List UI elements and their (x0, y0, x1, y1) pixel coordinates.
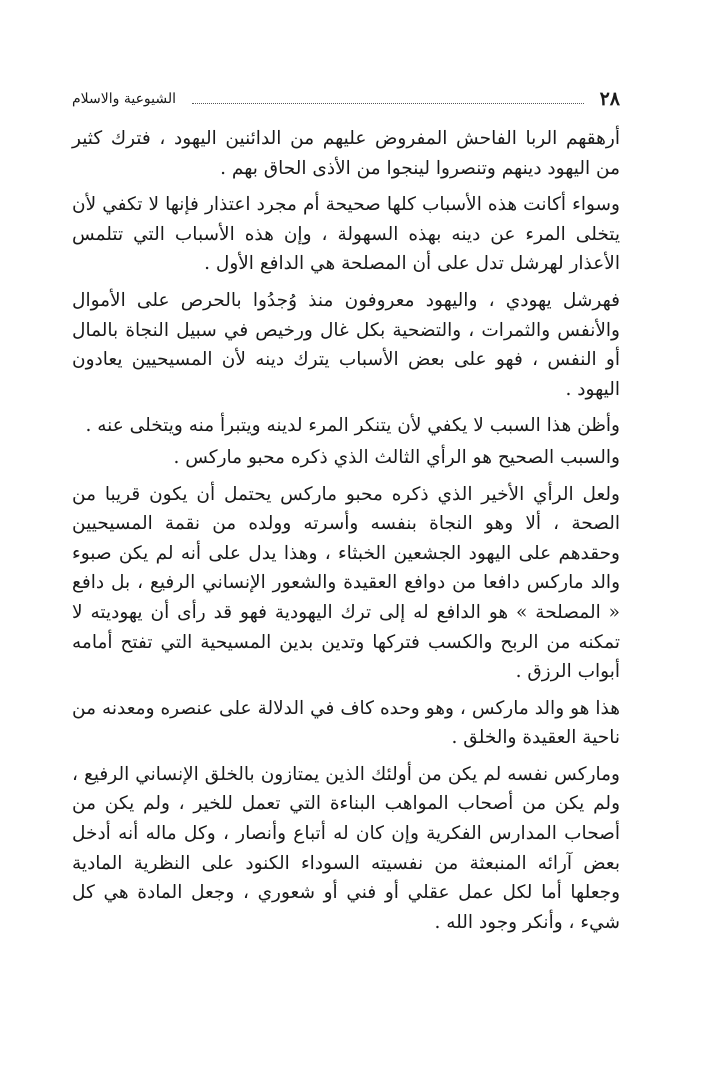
paragraph: فهرشل يهودي ، واليهود معروفون منذ وُجدُوا بالحرص على الأموال والأنفس والثمرات ، والتضحية بكل غال ورخيص في سبيل النجاة بالمال أو النفس ، فهو على بعض الأسباب يترك دينه لأن المسيحيين يعادون اليهود . (72, 289, 620, 400)
page-number: ٢٨ (599, 88, 620, 110)
paragraph: وأظن هذا السبب لا يكفي لأن يتنكر المرء لدينه ويتبرأ منه ويتخلى عنه . (85, 415, 620, 437)
header-dotted-rule (192, 103, 584, 104)
paragraph: والسبب الصحيح هو الرأي الثالث الذي ذكره محبو ماركس . (173, 446, 620, 468)
paragraph: وماركس نفسه لم يكن من أولئك الذين يمتازون بالخلق الإنساني الرفيع ، ولم يكن من أصحاب المواهب البناءة التي تعمل للخير ، ولم يكن من أصحاب المدارس الفكرية وإن كان له أتباع وأنصار ، وكل ماله أنه أدخل بعض آرائه المنبعثة من نفسيته السوداء الكنود على النظرية المادية وجعلها أما لكل عمل عقلي أو فني أو شعوري ، وجعل المادة هي كل شيء ، وأنكر وجود الله . (72, 763, 620, 933)
book-page (72, 86, 620, 944)
paragraph: ولعل الرأي الأخير الذي ذكره محبو ماركس يحتمل أن يكون قريبا من الصحة ، ألا وهو النجاة بنفسه وأسرته وولده من نقمة المسيحيين وحقدهم على اليهود الجشعين الخبثاء ، وهذا يدل على أنه لم يكن صبوء والد ماركس دافعا من دوافع العقيدة والشعور الإنساني الرفيع ، بل دافع « المصلحة » هو الدافع له إلى ترك اليهودية فهو قد رأى أن يهوديته لا تمكنه من الربح والكسب فتركها وتدين بدين المسيحية التي تفتح أمامه أبواب الرزق . (72, 483, 620, 683)
paragraph: أرهقهم الربا الفاحش المفروض عليهم من الدائنين اليهود ، فترك كثير من اليهود دينهم وتنصروا لينجوا من الأذى الحاق بهم . (72, 128, 620, 179)
page-header (72, 86, 620, 112)
paragraph: وسواء أكانت هذه الأسباب كلها صحيحة أم مجرد اعتذار فإنها لا تكفي لأن يتخلى المرء عن دينه بهذه السهولة ، وإن هذه الأسباب التي تتلمس الأعذار لهرشل تدل على أن المصلحة هي الدافع الأول . (72, 194, 620, 275)
paragraph: هذا هو والد ماركس ، وهو وحده كاف في الدلالة على عنصره ومعدنه من ناحية العقيدة والخلق . (72, 697, 620, 749)
page-body (72, 124, 620, 937)
running-title: الشيوعية والاسلام (72, 91, 177, 107)
